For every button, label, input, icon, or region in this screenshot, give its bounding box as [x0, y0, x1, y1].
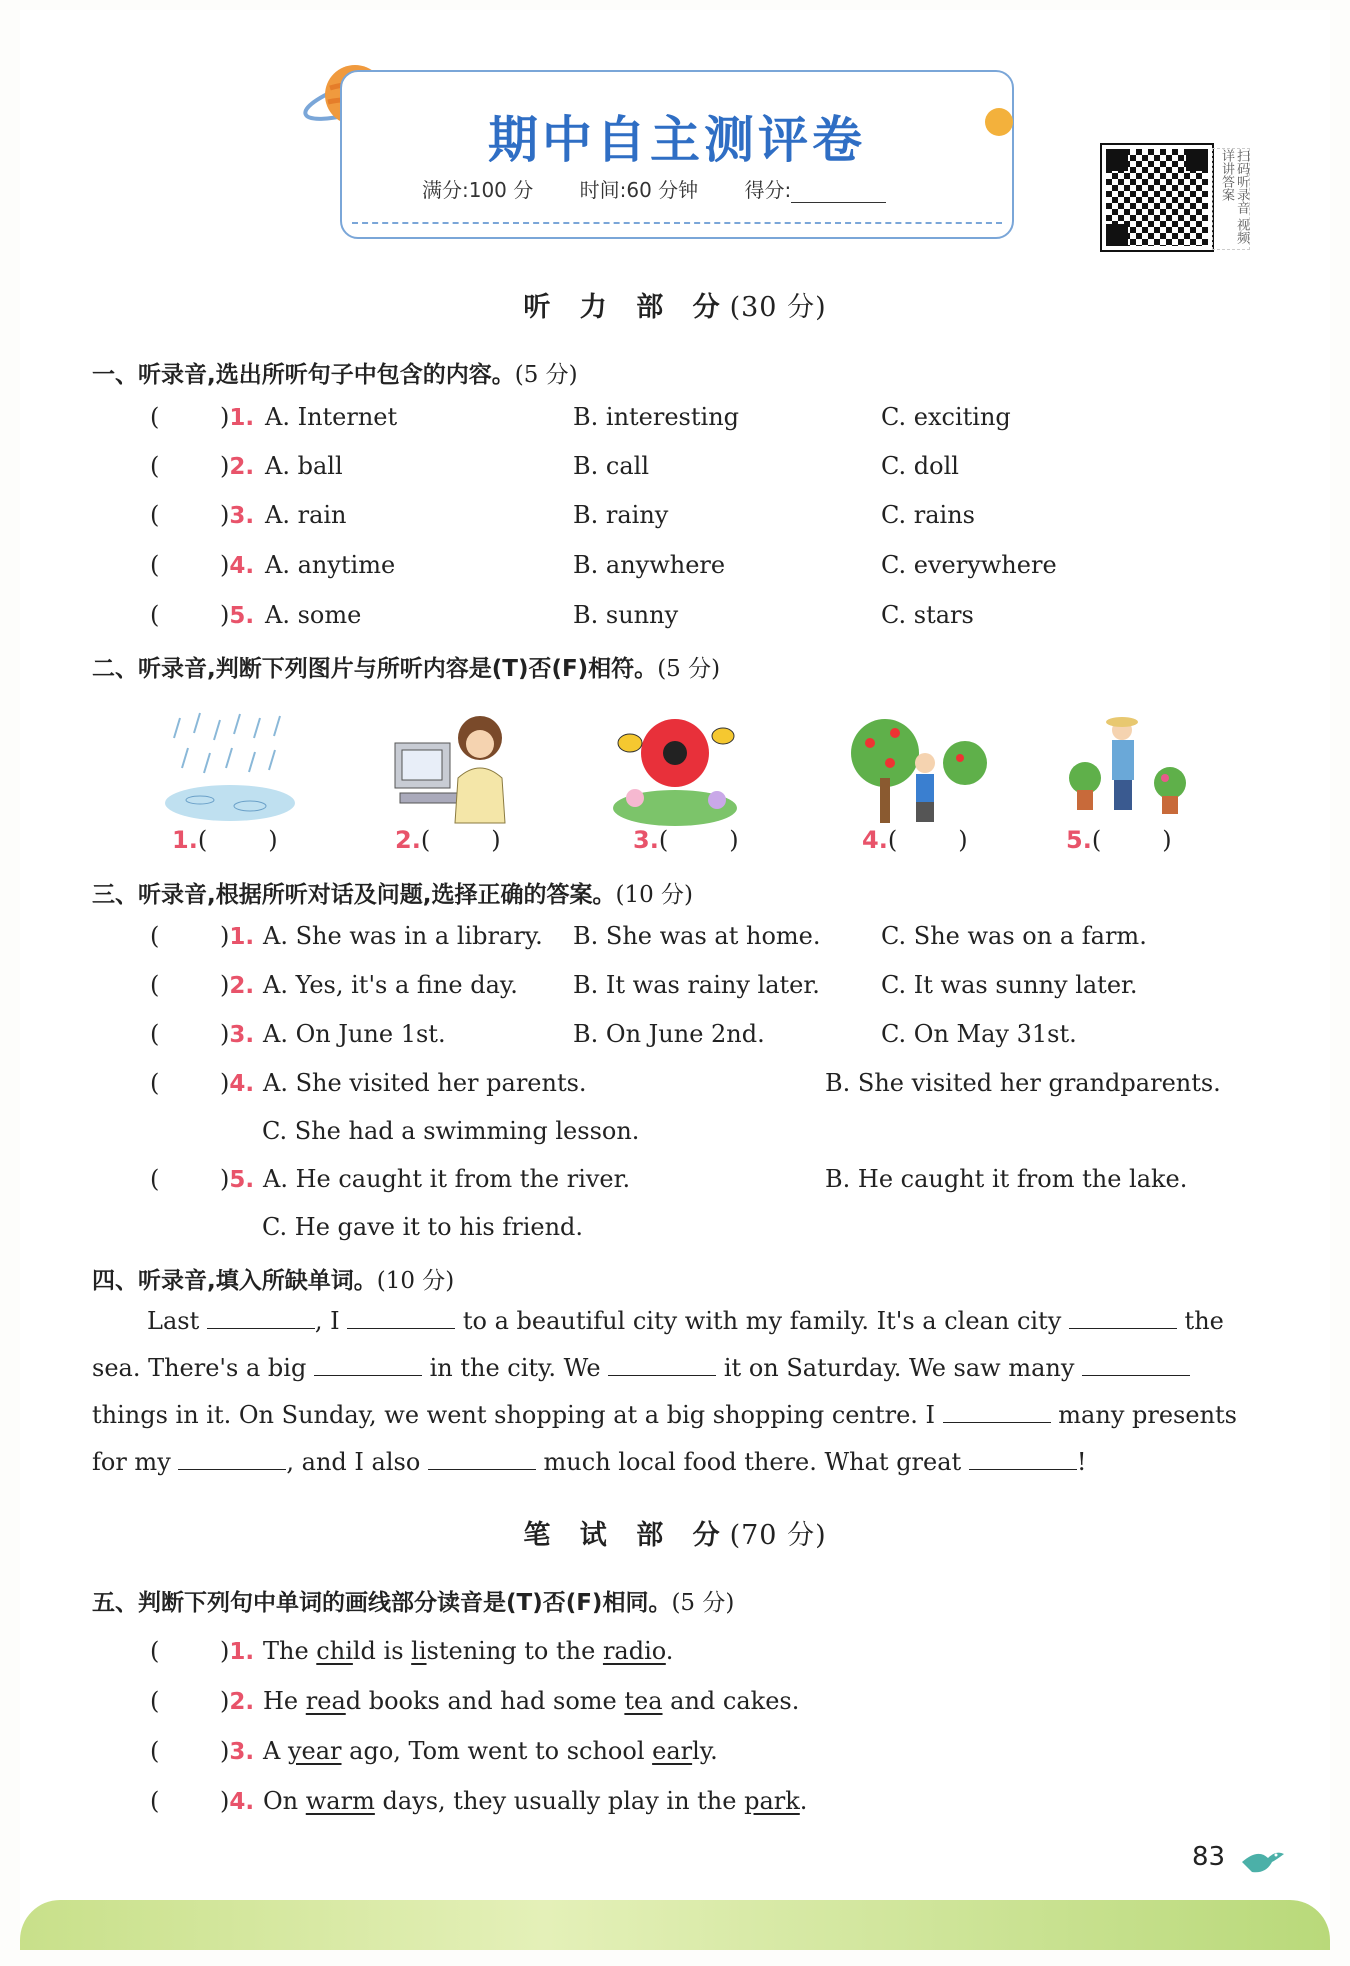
s1-q2-option-a: A. ball [265, 452, 343, 480]
apple-tree-boy-picture-icon [850, 708, 990, 828]
s1-q3-option-c: C. rains [881, 501, 975, 529]
page-title: 期中自主测评卷 [488, 111, 866, 169]
blank-4[interactable] [314, 1365, 422, 1376]
banner-divider [352, 222, 1002, 224]
exam-meta [422, 174, 926, 203]
s1-q5-option-b: B. sunny [573, 601, 679, 629]
blank-6[interactable] [1082, 1365, 1190, 1376]
s3-q1-option-a: A. She was in a library. [263, 922, 543, 950]
s1-q2-option-c: C. doll [881, 452, 959, 480]
s1-q1-option-b: B. interesting [573, 403, 740, 431]
s3-q3-option-c: C. On May 31st. [881, 1020, 1077, 1048]
s3-q5-option-b: B. He caught it from the lake. [825, 1165, 1188, 1193]
section-5-title: 五、判断下列句中单词的画线部分读音是(T)否(F)相同。(5 分) [92, 1590, 735, 1616]
s1-q4-option-b: B. anywhere [573, 551, 726, 579]
s3-q2-option-b: B. It was rainy later. [573, 971, 820, 999]
section-4-title: 四、听录音,填入所缺单词。(10 分) [92, 1268, 455, 1294]
s1-q5-option-c: C. stars [881, 601, 974, 629]
exam-time: 时间:60 分钟 [579, 178, 699, 202]
s1-q1-option-a: A. Internet [265, 403, 398, 431]
s5-q4-sentence: On warm days, they usually play in the park. [263, 1787, 808, 1815]
s3-q3-option-a: A. On June 1st. [263, 1020, 446, 1048]
blank-10[interactable] [969, 1459, 1077, 1470]
s3-q5-option-c: C. He gave it to his friend. [262, 1213, 584, 1241]
page-number: 83 [1192, 1842, 1226, 1872]
blank-8[interactable] [178, 1459, 286, 1470]
blank-3[interactable] [1069, 1318, 1177, 1329]
blank-2[interactable] [347, 1318, 455, 1329]
blank-5[interactable] [608, 1365, 716, 1376]
fill-in-passage: Last , I to a beautiful city with my family. It's a clean city the sea. There's a big in the city. We it on Saturday. We saw many things in it. On Sunday, we went shopping at a big shopping centre. I many presents for my , and I also much local food there. What great ! [92, 1307, 1237, 1476]
s5-q2-sentence: He read books and had some tea and cakes. [263, 1687, 800, 1715]
section-1-title: 一、听录音,选出所听句子中包含的内容。(5 分) [92, 362, 578, 388]
score-blank [791, 182, 886, 203]
s3-q5-option-a: A. He caught it from the river. [263, 1165, 631, 1193]
s1-q3-option-b: B. rainy [573, 501, 669, 529]
writing-part-title: 笔 试 部 分(70 分) [523, 1520, 827, 1551]
s3-q3-option-b: B. On June 2nd. [573, 1020, 765, 1048]
listening-part-title: 听 力 部 分(30 分) [523, 292, 827, 323]
computer-woman-picture-icon [380, 708, 520, 828]
s1-q4-option-c: C. everywhere [881, 551, 1057, 579]
s1-q1-option-c: C. exciting [881, 403, 1011, 431]
s1-q2-option-b: B. call [573, 452, 649, 480]
rain-picture-icon [160, 708, 300, 828]
s1-q3-option-a: A. rain [265, 501, 347, 529]
flower-bees-picture-icon [605, 708, 745, 828]
s5-q1-sentence: The child is listening to the radio. [263, 1637, 674, 1665]
s3-q4-option-b: B. She visited her grandparents. [825, 1069, 1221, 1097]
qr-caption: 扫码听录音 视频详讲答案 [1212, 148, 1250, 250]
section-3-title: 三、听录音,根据所听对话及问题,选择正确的答案。(10 分) [92, 882, 694, 908]
s1-q5-option-a: A. some [265, 601, 362, 629]
section-2-title: 二、听录音,判断下列图片与所听内容是(T)否(F)相符。(5 分) [92, 656, 721, 682]
s5-q3-sentence: A year ago, Tom went to school early. [263, 1737, 718, 1765]
bird-icon [1238, 1840, 1286, 1880]
score-label: 得分: [744, 178, 792, 202]
blank-1[interactable] [207, 1318, 315, 1329]
s3-q1-option-b: B. She was at home. [573, 922, 821, 950]
footer-decoration [20, 1900, 1330, 1950]
title-banner [340, 70, 1014, 239]
s3-q2-option-a: A. Yes, it's a fine day. [263, 971, 518, 999]
gardener-plants-picture-icon [1060, 708, 1200, 828]
blank-7[interactable] [943, 1412, 1051, 1423]
full-score: 满分:100 分 [422, 178, 534, 202]
banner-tab-icon [985, 108, 1013, 136]
s3-q4-option-a: A. She visited her parents. [263, 1069, 587, 1097]
s3-q1-option-c: C. She was on a farm. [881, 922, 1147, 950]
s3-q2-option-c: C. It was sunny later. [881, 971, 1138, 999]
blank-9[interactable] [428, 1459, 536, 1470]
qr-code-icon[interactable] [1100, 143, 1214, 252]
s3-q4-option-c: C. She had a swimming lesson. [262, 1117, 640, 1145]
s1-q4-option-a: A. anytime [265, 551, 396, 579]
